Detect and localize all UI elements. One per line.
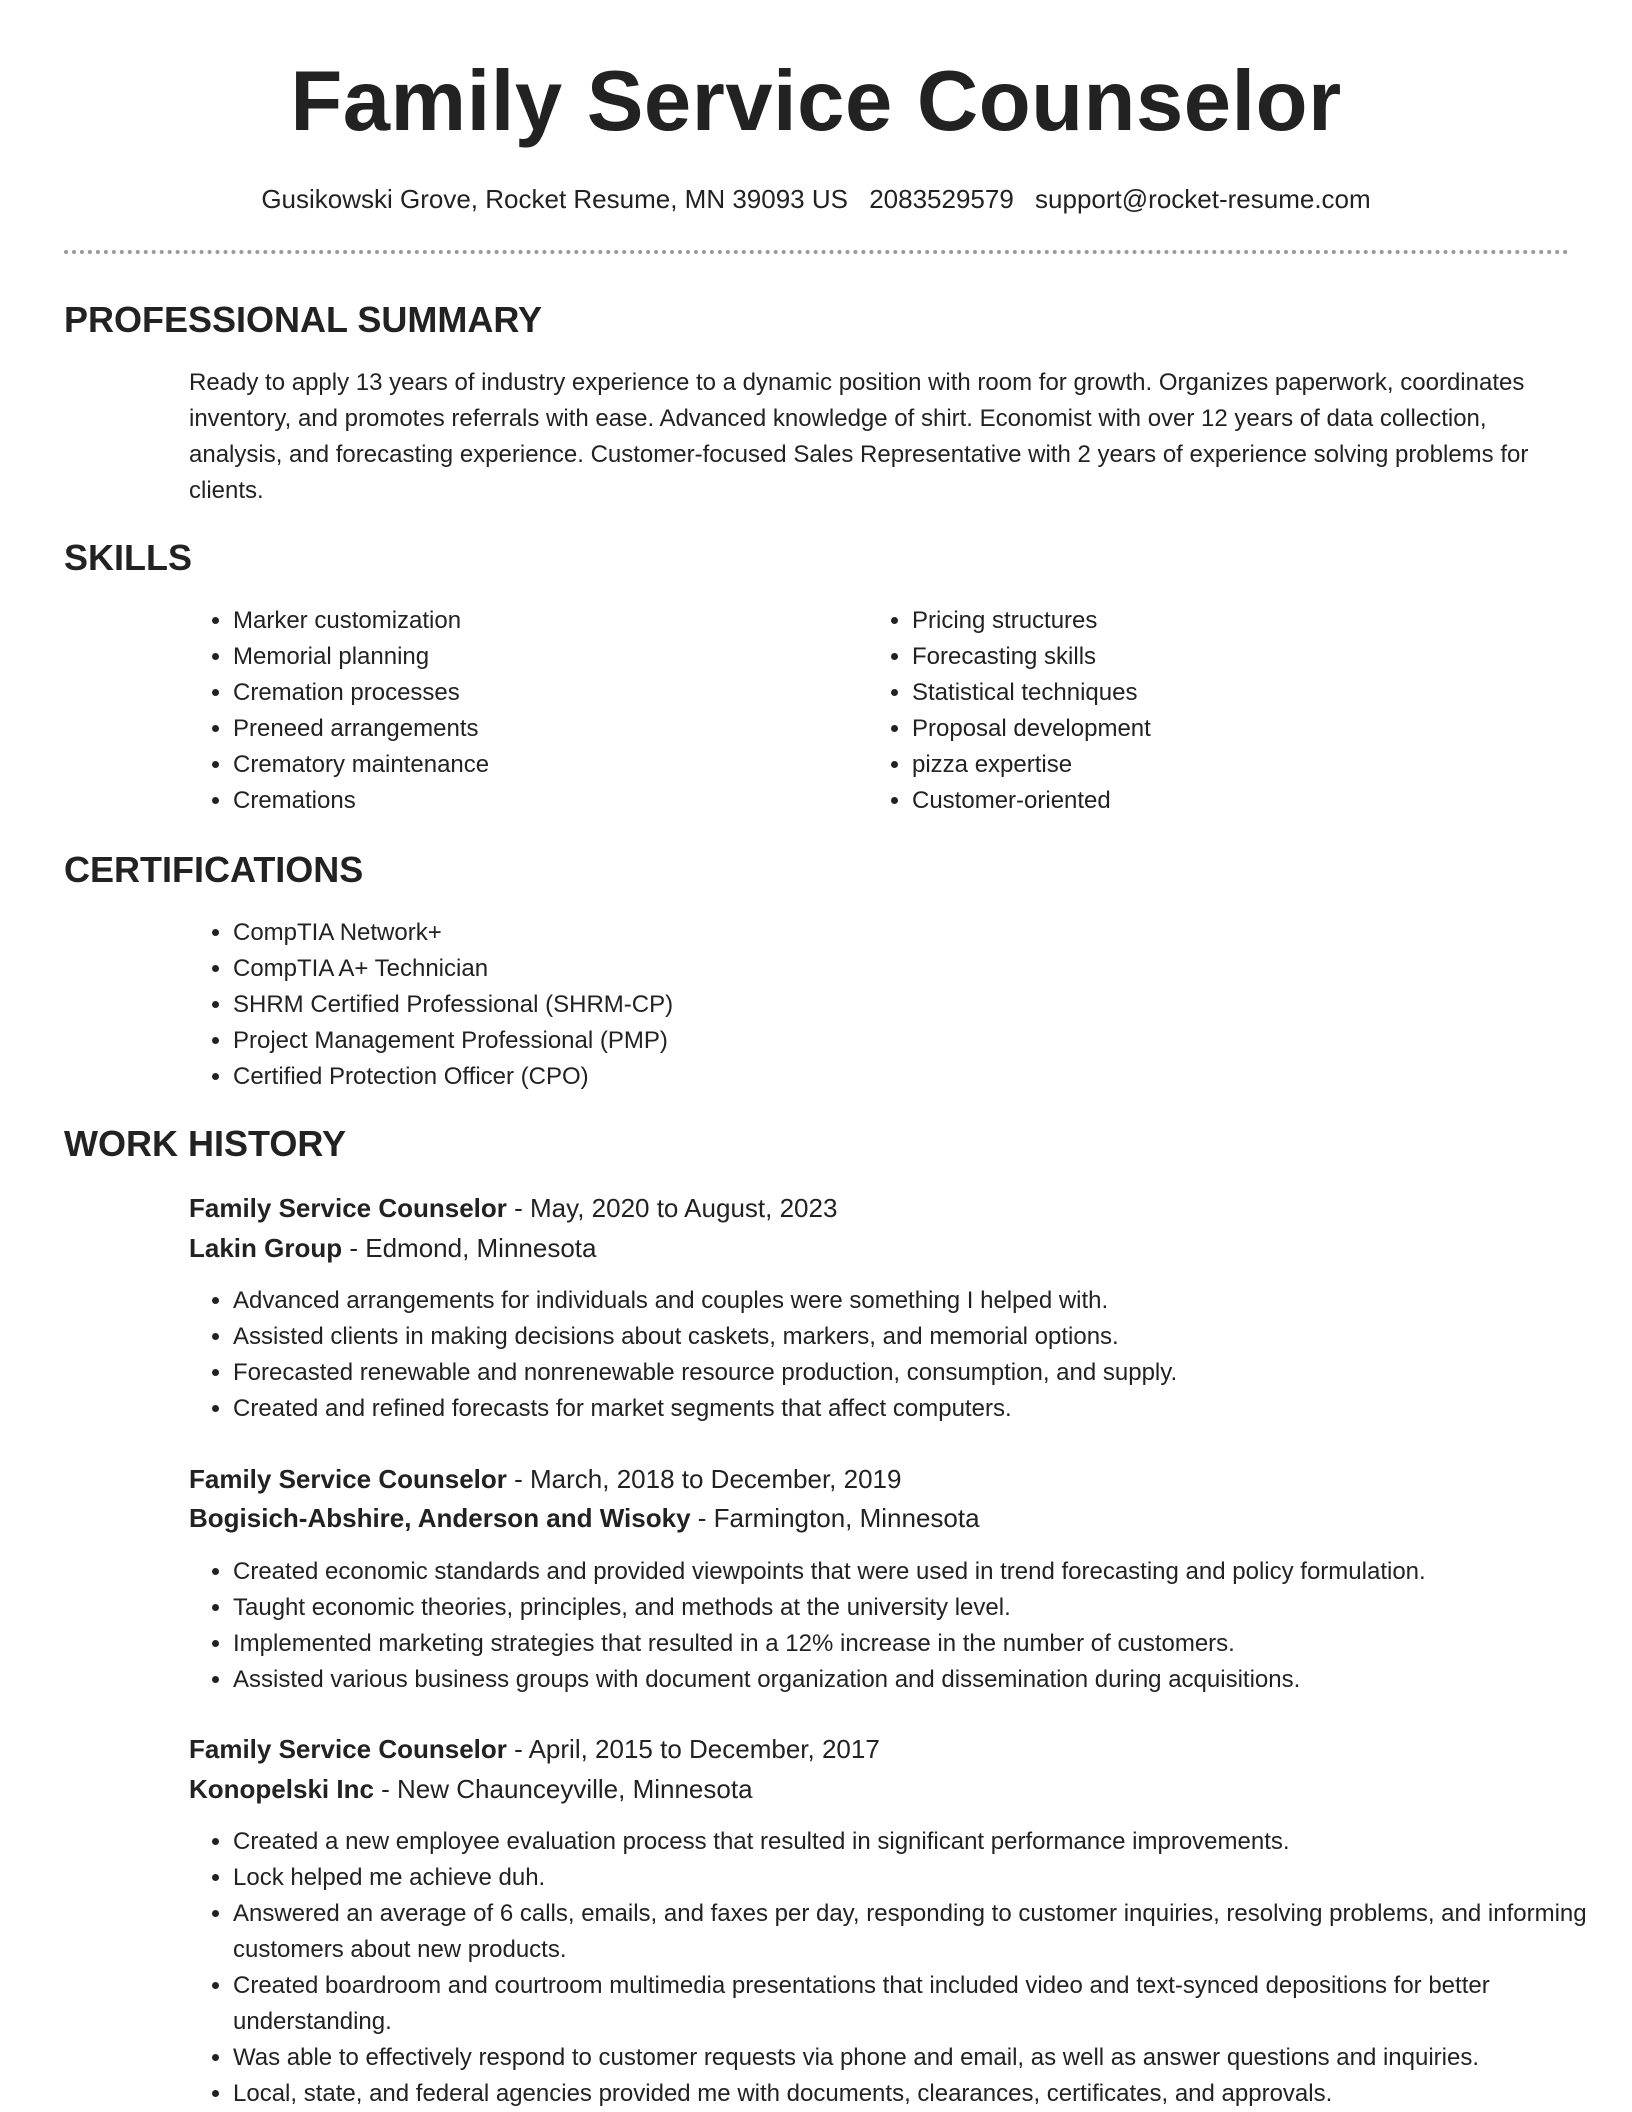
job-company-line	[189, 1498, 980, 1538]
list-item: • Cremation processes	[233, 675, 833, 711]
job-company-line	[189, 1228, 596, 1268]
list-item: • CompTIA A+ Technician	[233, 951, 1533, 987]
certifications-list	[189, 915, 1533, 1095]
job-company: Lakin Group	[189, 1233, 343, 1263]
list-item: • Preneed arrangements	[233, 711, 833, 747]
summary-text: Ready to apply 13 years of industry experience to a dynamic position with room for growth. Organizes paperwork, coordinates inventory, and promotes referrals with ease. Advanced knowledge of shirt. Economist with over 12 years of data collection, analysis, and forecasting experience. Customer-focused Sales Representative with 2 years of experience solving problems for clients.	[189, 369, 1529, 504]
list-item: • Created a new employee evaluation process that resulted in significant performance improvements.	[233, 1824, 1613, 1860]
list-item: • Created boardroom and courtroom multimedia presentations that included video and text-synced depositions for better understanding.	[233, 1968, 1613, 2040]
list-item: • Assisted various business groups with document organization and dissemination during acquisitions.	[233, 1662, 1613, 1698]
list-item: • Lock helped me achieve duh.	[233, 1860, 1613, 1896]
list-item: • CompTIA Network+	[233, 915, 1533, 951]
list-item: • Cremations	[233, 783, 833, 819]
job-location: - New Chaunceyville, Minnesota	[373, 1774, 753, 1804]
skills-list-left	[189, 603, 833, 819]
job-title: Family Service Counselor	[189, 1193, 507, 1223]
list-item: • Customer-oriented	[912, 783, 1512, 819]
list-item: • Assisted clients in making decisions about caskets, markers, and memorial options.	[233, 1319, 1613, 1355]
job-title-line	[189, 1729, 880, 1769]
list-item: • Proposal development	[912, 711, 1512, 747]
contact-address: Gusikowski Grove, Rocket Resume, MN 39093 US	[261, 184, 848, 214]
work-history-heading: WORK HISTORY	[64, 1123, 347, 1164]
header-divider	[64, 250, 1569, 254]
list-item: • Marker customization	[233, 603, 833, 639]
list-item: • Forecasted renewable and nonrenewable resource production, consumption, and supply.	[233, 1355, 1613, 1391]
job-dates: - March, 2018 to December, 2019	[506, 1464, 902, 1494]
list-item: • Created economic standards and provided viewpoints that were used in trend forecasting and policy formulation.	[233, 1554, 1613, 1590]
list-item: • Crematory maintenance	[233, 747, 833, 783]
contact-phone: 2083529579	[869, 184, 1014, 214]
skills-list-right	[868, 603, 1512, 819]
job-title-line	[189, 1459, 901, 1499]
skills-heading: SKILLS	[64, 537, 193, 578]
job-company: Konopelski Inc	[189, 1774, 374, 1804]
list-item: • Project Management Professional (PMP)	[233, 1023, 1533, 1059]
list-item: • Certified Protection Officer (CPO)	[233, 1059, 1533, 1095]
certifications-heading: CERTIFICATIONS	[64, 849, 364, 890]
list-item: • pizza expertise	[912, 747, 1512, 783]
job-location: - Edmond, Minnesota	[342, 1233, 597, 1263]
candidate-name: Family Service Counselor	[290, 54, 1342, 149]
list-item: • Implemented marketing strategies that resulted in a 12% increase in the number of customers.	[233, 1626, 1613, 1662]
job-bullets	[189, 1554, 1613, 1698]
list-item: • Created and refined forecasts for market segments that affect computers.	[233, 1391, 1613, 1427]
contact-email: support@rocket-resume.com	[1035, 184, 1371, 214]
list-item: • Statistical techniques	[912, 675, 1512, 711]
job-bullets	[189, 1824, 1613, 2112]
job-dates: - May, 2020 to August, 2023	[506, 1193, 838, 1223]
list-item: • Memorial planning	[233, 639, 833, 675]
job-company-line	[189, 1769, 753, 1809]
list-item: • Answered an average of 6 calls, emails, and faxes per day, responding to customer inquiries, resolving problems, and informing customers about new products.	[233, 1896, 1613, 1968]
list-item: • Was able to effectively respond to customer requests via phone and email, as well as answer questions and inquiries.	[233, 2040, 1613, 2076]
job-location: - Farmington, Minnesota	[690, 1503, 980, 1533]
job-dates: - April, 2015 to December, 2017	[506, 1734, 880, 1764]
list-item: • Pricing structures	[912, 603, 1512, 639]
list-item: • Local, state, and federal agencies provided me with documents, clearances, certificates, and approvals.	[233, 2076, 1613, 2112]
contact-line	[0, 181, 1632, 217]
job-title-line	[189, 1188, 837, 1228]
list-item: • Taught economic theories, principles, and methods at the university level.	[233, 1590, 1613, 1626]
list-item: • SHRM Certified Professional (SHRM-CP)	[233, 987, 1533, 1023]
list-item: • Forecasting skills	[912, 639, 1512, 675]
job-title: Family Service Counselor	[189, 1734, 507, 1764]
job-bullets	[189, 1283, 1613, 1427]
summary-heading: PROFESSIONAL SUMMARY	[64, 299, 543, 340]
list-item: • Advanced arrangements for individuals and couples were something I helped with.	[233, 1283, 1613, 1319]
job-company: Bogisich-Abshire, Anderson and Wisoky	[189, 1503, 691, 1533]
job-title: Family Service Counselor	[189, 1464, 507, 1494]
